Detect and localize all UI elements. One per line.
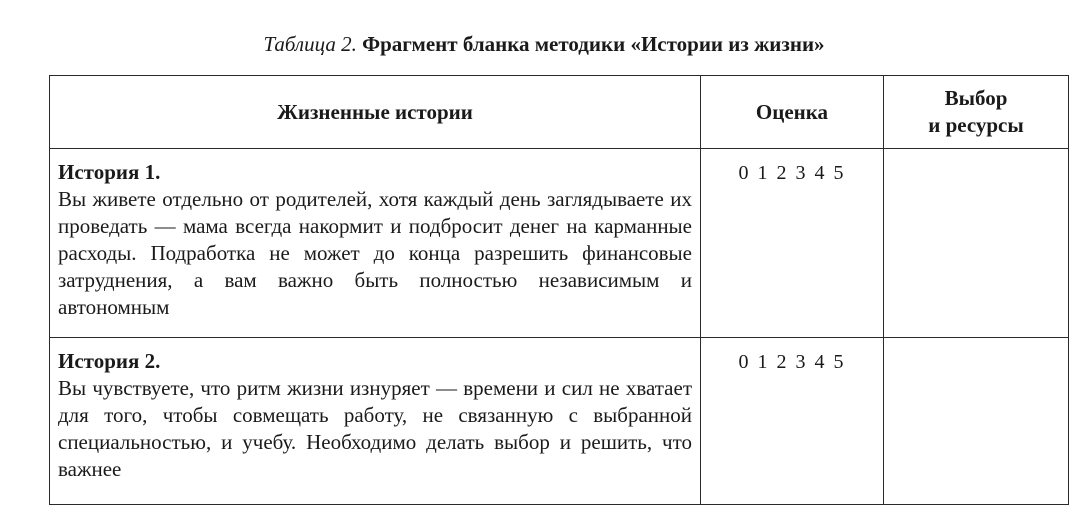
table-row	[50, 338, 1069, 505]
score-scale[interactable]: 0 1 2 3 4 5	[701, 338, 884, 505]
header-score: Оценка	[701, 76, 884, 149]
story-cell	[50, 149, 701, 338]
choice-resources-cell[interactable]	[884, 338, 1069, 505]
caption-label: Таблица 2.	[263, 32, 357, 56]
choice-resources-cell[interactable]	[884, 149, 1069, 338]
table-row	[50, 149, 1069, 338]
story-text: Вы чувствуете, что ритм жизни изнуряет — времени и сил не хватает для того, чтобы совмещать работу, не связанную с выбранной специальностью, и учебу. Необходимо делать выбор и решить, что важнее	[58, 376, 692, 481]
story-cell	[50, 338, 701, 505]
story-text: Вы живете отдельно от родителей, хотя каждый день заглядываете их проведать — мама всегда накормит и подбросит денег на карманные расходы. Подработка не может до конца разрешить финансовые затруднения, а вам важно быть полностью независимым и автономным	[58, 187, 692, 319]
header-row	[50, 76, 1069, 149]
table-caption	[0, 30, 1088, 58]
story-title: История 1.	[58, 160, 161, 184]
methodology-form-table	[49, 75, 1069, 505]
story-title: История 2.	[58, 349, 161, 373]
header-choice-line1: Выбор	[944, 86, 1008, 110]
header-stories: Жизненные истории	[50, 76, 701, 149]
caption-title: Фрагмент бланка методики «Истории из жизни»	[362, 32, 825, 56]
header-choice-line2: и ресурсы	[928, 113, 1024, 137]
header-choice	[884, 76, 1069, 149]
score-scale[interactable]: 0 1 2 3 4 5	[701, 149, 884, 338]
